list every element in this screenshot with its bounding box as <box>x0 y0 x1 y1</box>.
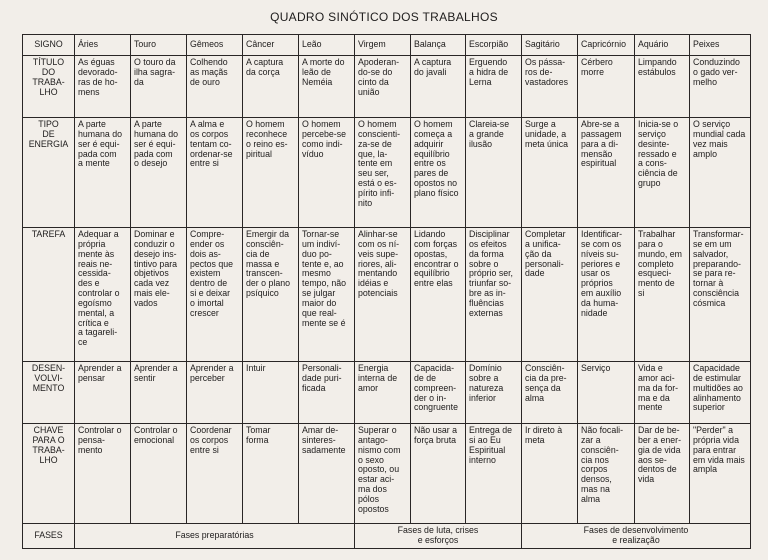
desenvolvimento-cell: Vida e amor aci- ma da for- ma e da mente <box>635 362 690 424</box>
titulo-cell: O touro da ilha sagra- da <box>131 56 187 118</box>
desenvolvimento-cell: Capacida- de de compreen- der o in- congruente <box>411 362 466 424</box>
phase-development: Fases de desenvolvimento e realização <box>522 524 751 549</box>
tarefa-cell: Trabalhar para o mundo, em completo esqueci- mento de si <box>635 228 690 362</box>
titulo-cell: Cérbero morre <box>578 56 635 118</box>
chave-cell: Ir direto à meta <box>522 424 578 524</box>
desenvolvimento-cell: Personali- dade puri- ficada <box>299 362 355 424</box>
tipo-cell: Inicia-se o serviço desinte- ressado e a cons- ciência de grupo <box>635 118 690 228</box>
sign-header: Escorpião <box>466 35 522 56</box>
sign-header: Virgem <box>355 35 411 56</box>
row-header-signo: SIGNO <box>23 35 75 56</box>
tarefa-cell: Completar a unifica- ção da personali- dade <box>522 228 578 362</box>
tipo-cell: Surge a unidade, a meta única <box>522 118 578 228</box>
sign-header: Áries <box>75 35 131 56</box>
row-header-titulo: TÍTULO DO TRABA- LHO <box>23 56 75 118</box>
titulo-cell: Conduzindo o gado ver- melho <box>690 56 751 118</box>
tipo-cell: A alma e os corpos tentam co- ordenar-se entre si <box>187 118 243 228</box>
row-signo <box>23 35 751 56</box>
row-header-fases: FASES <box>23 524 75 549</box>
desenvolvimento-cell: Capacidade de estimular multidões ao alinhamento superior <box>690 362 751 424</box>
chave-cell: "Perder" a própria vida para entrar em vida mais ampla <box>690 424 751 524</box>
chave-cell: Controlar o pensa- mento <box>75 424 131 524</box>
synoptic-table <box>22 34 751 549</box>
chart-title: QUADRO SINÓTICO DOS TRABALHOS <box>270 10 498 24</box>
titulo-cell: Apoderan- do-se do cinto da união <box>355 56 411 118</box>
tarefa-cell: Emergir da consciên- cia de massa e transcen- der o plano psíquico <box>243 228 299 362</box>
tarefa-cell: Tornar-se um indiví- duo po- tente e, ao mesmo tempo, não se julgar maior do que real- mente se é <box>299 228 355 362</box>
desenvolvimento-cell: Serviço <box>578 362 635 424</box>
phase-preparatory: Fases preparatórias <box>75 524 355 549</box>
row-tarefa <box>23 228 751 362</box>
tarefa-cell: Transformar- se em um salvador, preparando- se para re- tornar à consciência cósmica <box>690 228 751 362</box>
tipo-cell: O homem começa a adquirir equilíbrio entre os pares de opostos no plano físico <box>411 118 466 228</box>
chave-cell: Não usar a força bruta <box>411 424 466 524</box>
sign-header: Aquário <box>635 35 690 56</box>
row-tipo <box>23 118 751 228</box>
chave-cell: Dar de be- ber a ener- gia de vida aos se- dentos de vida <box>635 424 690 524</box>
tarefa-cell: Disciplinar os efeitos da forma sobre o próprio ser, triunfar so- bre as in- fluências externas <box>466 228 522 362</box>
tarefa-cell: Compre- ender os dois as- pectos que existem dentro de si e deixar o imortal crescer <box>187 228 243 362</box>
desenvolvimento-cell: Domínio sobre a natureza inferior <box>466 362 522 424</box>
tipo-cell: O homem reconhece o reino es- piritual <box>243 118 299 228</box>
titulo-cell: Limpando estábulos <box>635 56 690 118</box>
titulo-cell: Erguendo a hidra de Lerna <box>466 56 522 118</box>
sign-header: Touro <box>131 35 187 56</box>
row-desenvolvimento <box>23 362 751 424</box>
titulo-cell: A captura do javali <box>411 56 466 118</box>
row-fases <box>23 524 751 549</box>
titulo-cell: As éguas devorado- ras de ho- mens <box>75 56 131 118</box>
row-header-tarefa: TAREFA <box>23 228 75 362</box>
tarefa-cell: Alinhar-se com os ní- veis supe- riores, ali- mentando idéias e potenciais <box>355 228 411 362</box>
titulo-cell: Os pássa- ros de- vastadores <box>522 56 578 118</box>
tipo-cell: A parte humana do ser é equi- pada com a mente <box>75 118 131 228</box>
chave-cell: Entrega de si ao Eu Espiritual interno <box>466 424 522 524</box>
tarefa-cell: Dominar e conduzir o desejo ins- tintivo para objetivos cada vez mais ele- vados <box>131 228 187 362</box>
sign-header: Sagitário <box>522 35 578 56</box>
tipo-cell: Abre-se a passagem para a di- mensão espiritual <box>578 118 635 228</box>
tipo-cell: O serviço mundial cada vez mais amplo <box>690 118 751 228</box>
desenvolvimento-cell: Consciên- cia da pre- sença da alma <box>522 362 578 424</box>
tarefa-cell: Lidando com forças opostas, encontrar o equilíbrio entre elas <box>411 228 466 362</box>
sign-header: Capricórnio <box>578 35 635 56</box>
tipo-cell: A parte humana do ser é equi- pada com o desejo <box>131 118 187 228</box>
chave-cell: Coordenar os corpos entre si <box>187 424 243 524</box>
row-titulo <box>23 56 751 118</box>
row-header-tipo: TIPO DE ENERGIA <box>23 118 75 228</box>
row-header-chave: CHAVE PARA O TRABA- LHO <box>23 424 75 524</box>
sign-header: Leão <box>299 35 355 56</box>
desenvolvimento-cell: Energia interna de amor <box>355 362 411 424</box>
sign-header: Câncer <box>243 35 299 56</box>
sign-header: Gêmeos <box>187 35 243 56</box>
chave-cell: Não focali- zar a consciên- cia nos corpos densos, mas na alma <box>578 424 635 524</box>
titulo-cell: A morte do leão de Neméia <box>299 56 355 118</box>
tipo-cell: O homem conscienti- za-se de que, la- tente em seu ser, está o es- pírito infi- nito <box>355 118 411 228</box>
tipo-cell: Clareia-se a grande ilusão <box>466 118 522 228</box>
tarefa-cell: Identificar- se com os níveis su- periores e usar os próprios em auxílio da huma- nidade <box>578 228 635 362</box>
titulo-cell: A captura da corça <box>243 56 299 118</box>
desenvolvimento-cell: Intuir <box>243 362 299 424</box>
row-header-desenvolvimento: DESEN- VOLVI- MENTO <box>23 362 75 424</box>
desenvolvimento-cell: Aprender a pensar <box>75 362 131 424</box>
desenvolvimento-cell: Aprender a sentir <box>131 362 187 424</box>
chave-cell: Controlar o emocional <box>131 424 187 524</box>
chave-cell: Superar o antago- nismo com o sexo oposto, ou estar aci- ma dos pólos opostos <box>355 424 411 524</box>
row-chave <box>23 424 751 524</box>
phase-struggle: Fases de luta, crises e esforços <box>355 524 522 549</box>
desenvolvimento-cell: Aprender a perceber <box>187 362 243 424</box>
sign-header: Balança <box>411 35 466 56</box>
titulo-cell: Colhendo as maçãs de ouro <box>187 56 243 118</box>
sign-header: Peixes <box>690 35 751 56</box>
tarefa-cell: Adequar a própria mente às reais ne- cessida- des e controlar o egoísmo mental, a crítica e a tagareli- ce <box>75 228 131 362</box>
tipo-cell: O homem percebe-se como indi- víduo <box>299 118 355 228</box>
chave-cell: Tomar forma <box>243 424 299 524</box>
chave-cell: Amar de- sinteres- sadamente <box>299 424 355 524</box>
